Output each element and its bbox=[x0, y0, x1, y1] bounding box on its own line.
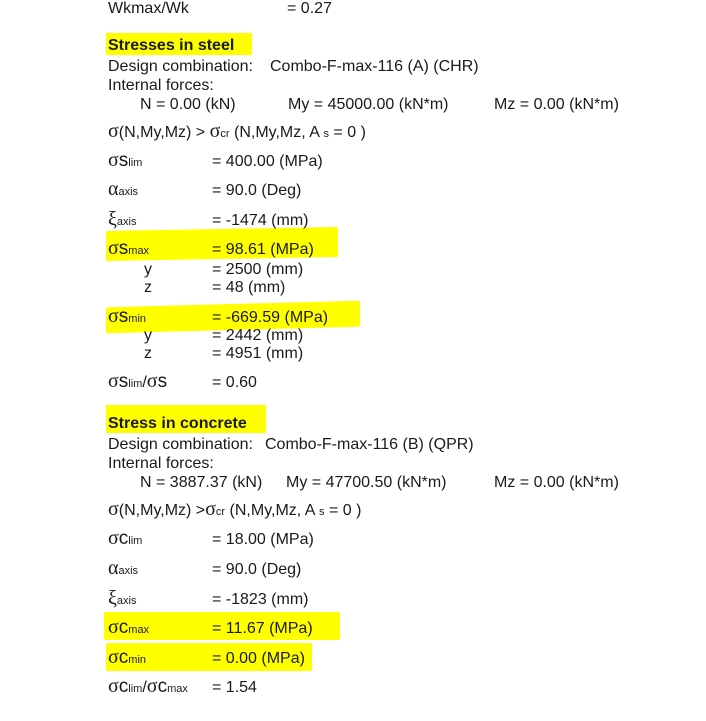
concrete-ratio-value: = 1.54 bbox=[212, 679, 257, 696]
concrete-ratio-label: σclim/σcmax bbox=[108, 675, 188, 697]
steel-ratio-value: = 0.60 bbox=[212, 374, 257, 391]
concrete-forces-label: Internal forces: bbox=[108, 455, 214, 472]
steel-sigma-s-lim-value: = 400.00 (MPa) bbox=[212, 153, 323, 170]
steel-smin-z-value: = 4951 (mm) bbox=[212, 345, 304, 362]
steel-sigma-s-min-value: = -669.59 (MPa) bbox=[212, 309, 329, 326]
steel-condition: σ(N,My,Mz) > σcr (N,My,Mz, A s = 0 ) bbox=[108, 120, 366, 142]
concrete-sigma-c-min-label: σcmin bbox=[108, 646, 147, 668]
concrete-sigma-c-lim-label: σclim bbox=[108, 527, 143, 549]
concrete-sigma-c-min-value: = 0.00 (MPa) bbox=[212, 650, 305, 667]
concrete-xi-axis-value: = -1823 (mm) bbox=[212, 591, 309, 608]
steel-smax-y-value: = 2500 (mm) bbox=[212, 261, 304, 278]
concrete-alpha-axis-value: = 90.0 (Deg) bbox=[212, 561, 302, 578]
steel-smin-y-label: y bbox=[144, 327, 152, 344]
steel-smax-y-label: y bbox=[144, 261, 152, 278]
steel-ratio-label: σslim/σs bbox=[108, 370, 168, 392]
steel-forces-label: Internal forces: bbox=[108, 77, 214, 94]
steel-sigma-s-max-value: = 98.61 (MPa) bbox=[212, 241, 314, 258]
concrete-force-n: N = 3887.37 (kN) bbox=[140, 474, 263, 491]
steel-section-title: Stresses in steel bbox=[108, 37, 235, 54]
steel-xi-axis-label: ξaxis bbox=[108, 208, 137, 230]
steel-smin-y-value: = 2442 (mm) bbox=[212, 327, 304, 344]
steel-sigma-s-max-label: σsmax bbox=[108, 237, 150, 259]
concrete-xi-axis-label: ξaxis bbox=[108, 587, 137, 609]
steel-smin-z-label: z bbox=[144, 345, 152, 362]
wk-ratio-label: Wkmax/Wk bbox=[108, 0, 189, 17]
steel-force-my: My = 45000.00 (kN*m) bbox=[288, 96, 449, 113]
steel-force-mz: Mz = 0.00 (kN*m) bbox=[494, 96, 619, 113]
concrete-sigma-c-max-label: σcmax bbox=[108, 616, 150, 638]
concrete-combo-label: Design combination: bbox=[108, 436, 253, 453]
steel-alpha-axis-value: = 90.0 (Deg) bbox=[212, 182, 302, 199]
steel-combo-value: Combo-F-max-116 (A) (CHR) bbox=[270, 58, 479, 75]
concrete-sigma-c-max-value: = 11.67 (MPa) bbox=[212, 620, 313, 637]
steel-sigma-s-min-label: σsmin bbox=[108, 305, 147, 327]
steel-xi-axis-value: = -1474 (mm) bbox=[212, 212, 309, 229]
concrete-combo-value: Combo-F-max-116 (B) (QPR) bbox=[265, 436, 474, 453]
concrete-alpha-axis-label: αaxis bbox=[108, 557, 139, 579]
steel-combo-label: Design combination: bbox=[108, 58, 253, 75]
steel-force-n: N = 0.00 (kN) bbox=[140, 96, 236, 113]
concrete-condition: σ(N,My,Mz) >σcr (N,My,Mz, A s = 0 ) bbox=[108, 498, 362, 520]
steel-smax-z-value: = 48 (mm) bbox=[212, 279, 286, 296]
steel-sigma-s-lim-label: σslim bbox=[108, 149, 143, 171]
steel-alpha-axis-label: αaxis bbox=[108, 178, 139, 200]
concrete-sigma-c-lim-value: = 18.00 (MPa) bbox=[212, 531, 314, 548]
steel-smax-z-label: z bbox=[144, 279, 152, 296]
concrete-force-my: My = 47700.50 (kN*m) bbox=[286, 474, 447, 491]
concrete-force-mz: Mz = 0.00 (kN*m) bbox=[494, 474, 619, 491]
wk-ratio-value: = 0.27 bbox=[287, 0, 332, 17]
concrete-section-title: Stress in concrete bbox=[108, 415, 247, 432]
